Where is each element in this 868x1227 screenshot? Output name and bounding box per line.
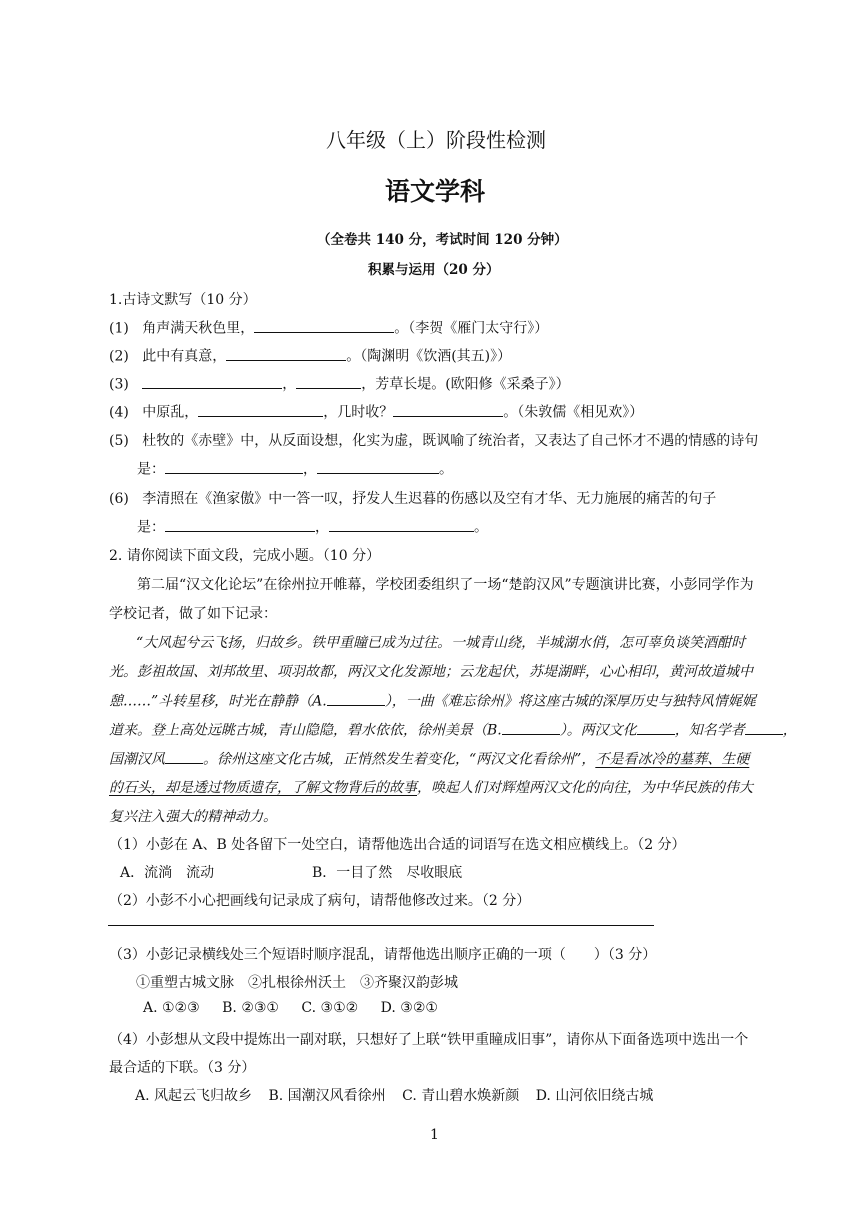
item-number: (6) (109, 491, 129, 507)
choice-c[interactable]: C. 青山碧水焕新颜 (402, 1088, 520, 1104)
passage-text: ，知名学者 (674, 722, 745, 739)
item-source: ，芳草长堤。(欧阳修《采桑子》） (361, 376, 570, 393)
item-text: 李清照在《渔家傲》中一答一叹，抒发人生迟暮的伤感以及空有才华、无力施展的痛苦的句子 (142, 491, 717, 507)
comma: ， (303, 461, 317, 478)
item-source: 。（李贺《雁门太守行》） (394, 320, 549, 337)
answer-prefix: 是： (137, 461, 165, 478)
answer-blank[interactable] (165, 458, 303, 474)
q1-item-6-answer (137, 516, 488, 537)
item-number: (4) (109, 404, 129, 421)
q1-item-3 (109, 373, 570, 394)
sub1-option-b: B．一目了然 尽收眼底 (312, 865, 463, 881)
subject-title: 语文学科 (385, 177, 486, 206)
sub3-choices (143, 1000, 438, 1016)
q1-heading: 1.古诗文默写（10 分） (109, 292, 257, 308)
passage-text: ）。两汉文化 (559, 722, 637, 739)
period: 。 (439, 461, 453, 478)
sub3-stem: （3）小彭记录横线处三个短语时顺序混乱，请帮他选出顺序正确的一项（ ）（3 分） (109, 947, 657, 963)
answer-blank[interactable] (226, 345, 346, 361)
item-number: (3) (109, 376, 129, 393)
passage-line-3 (109, 690, 756, 711)
passage-text: 。徐州这座文化古城，正悄然发生着变化，“两汉文化看徐州”， (203, 751, 596, 768)
passage-text: 憩……”斗转星移，时光在静静（A. (109, 693, 327, 710)
q1-item-5-answer (137, 458, 453, 479)
item-text: 杜牧的《赤壁》中，从反面设想，化实为虚，既讽喻了统治者，又表达了自己怀才不遇的情感的诗句 (142, 433, 759, 449)
answer-blank[interactable] (254, 317, 394, 333)
sub2-stem: （2）小彭不小心把画线句记录成了病句，请帮他修改过来。（2 分） (109, 893, 531, 909)
item-source: 。（朱敦儒《相见欢》） (503, 404, 644, 421)
underlined-sentence: 不是看冰冷的墓葬、生硬 (595, 751, 750, 768)
item-text: ， (282, 376, 297, 393)
choice-a[interactable]: A. 风起云飞归故乡 (135, 1088, 253, 1104)
passage-line-1: “大风起兮云飞扬，归故乡。铁甲重瞳已成为过往。一城青山绕，半城湖水俏，怎可辜负谈笑酒酣时 (136, 635, 746, 651)
choice-b[interactable]: B. ②③① (222, 1000, 279, 1016)
item-text: 中原乱， (142, 404, 199, 421)
page-number: 1 (430, 1127, 439, 1143)
exam-title: 八年级（上）阶段性检测 (326, 128, 546, 152)
period: 。 (474, 519, 488, 536)
answer-prefix: 是： (137, 519, 165, 536)
choice-a[interactable]: A. ①②③ (143, 1000, 200, 1016)
answer-blank[interactable] (317, 458, 439, 474)
sub4-stem-line-2: 最合适的下联。（3 分） (109, 1060, 256, 1076)
choice-d[interactable]: D. 山河依旧绕古城 (535, 1088, 654, 1104)
blank-a[interactable] (327, 690, 385, 706)
q1-item-1 (109, 317, 548, 338)
sub1-option-a: A．流淌 流动 (120, 865, 215, 881)
blank-b[interactable] (502, 719, 560, 735)
item-number: (1) (109, 320, 129, 337)
answer-blank[interactable] (393, 401, 503, 417)
passage-line-4 (109, 719, 797, 740)
phrase-blank-3[interactable] (165, 748, 203, 764)
answer-blank[interactable] (142, 373, 282, 389)
q2-intro-line-2: 学校记者，做了如下记录： (109, 606, 277, 622)
answer-line[interactable] (108, 925, 654, 926)
item-text: 角声满天秋色里， (142, 320, 255, 337)
exam-info: （全卷共 140 分，考试时间 120 分钟） (317, 232, 568, 248)
passage-text: 国潮汉风 (109, 751, 165, 768)
passage-line-5 (109, 748, 749, 769)
q2-heading: 2. 请你阅读下面文段，完成小题。（10 分） (109, 548, 381, 564)
passage-line-2: 光。彭祖故国、刘邦故里、项羽故都，两汉文化发源地；云龙起伏，苏堤湖畔，心心相印，黄河故道城中 (109, 664, 753, 680)
passage-line-7: 复兴注入强大的精神动力。 (109, 809, 277, 825)
sub4-choices (135, 1085, 653, 1105)
choice-b[interactable]: B. 国潮汉风看徐州 (268, 1088, 386, 1104)
item-text: ，几时收？ (323, 404, 394, 421)
passage-text: ，唤起人们对辉煌两汉文化的向往，为中华民族的伟大 (417, 780, 753, 796)
item-source: 。（陶渊明《饮酒(其五)》） (346, 348, 512, 365)
answer-blank[interactable] (329, 516, 474, 532)
choice-c[interactable]: C. ③①② (301, 1000, 359, 1016)
sub1-stem: （1）小彭在 A、B 处各留下一处空白，请帮他选出合适的词语写在选文相应横线上。（2 分） (109, 837, 686, 853)
q1-item-5 (109, 430, 758, 450)
passage-text: ），一曲《难忘徐州》将这座古城的深厚历史与独特风情娓娓 (384, 693, 756, 710)
passage-text: 道来。登上高处远眺古城，青山隐隐，碧水依依，徐州美景（B. (109, 722, 502, 739)
q1-item-2 (109, 345, 511, 366)
item-number: (5) (109, 433, 129, 449)
answer-blank[interactable] (165, 516, 315, 532)
q1-item-6 (109, 488, 716, 508)
q2-intro-line-1: 第二届“汉文化论坛”在徐州拉开帷幕，学校团委组织了一场“楚韵汉风”专题演讲比赛，小彭同学作为 (137, 577, 754, 593)
phrase-blank-1[interactable] (637, 719, 675, 735)
passage-text: ， (782, 722, 797, 739)
underlined-sentence: 的石头，却是透过物质遗存，了解文物背后的故事 (109, 780, 417, 796)
passage-line-6 (109, 777, 753, 797)
choice-d[interactable]: D. ③②① (380, 1000, 438, 1016)
answer-blank[interactable] (296, 373, 361, 389)
answer-blank[interactable] (198, 401, 323, 417)
item-text: 此中有真意， (142, 348, 227, 365)
item-number: (2) (109, 348, 129, 365)
sub4-stem-line-1: （4）小彭想从文段中提炼出一副对联，只想好了上联“铁甲重瞳成旧事”，请你从下面备选项中选出一个 (109, 1032, 749, 1048)
section-title: 积累与运用（20 分） (368, 262, 500, 278)
phrase-blank-2[interactable] (745, 719, 783, 735)
sub3-phrases: ①重塑古城文脉 ②扎根徐州沃土 ③齐聚汉韵彭城 (136, 975, 458, 991)
comma: ， (315, 519, 329, 536)
q1-item-4 (109, 401, 643, 422)
